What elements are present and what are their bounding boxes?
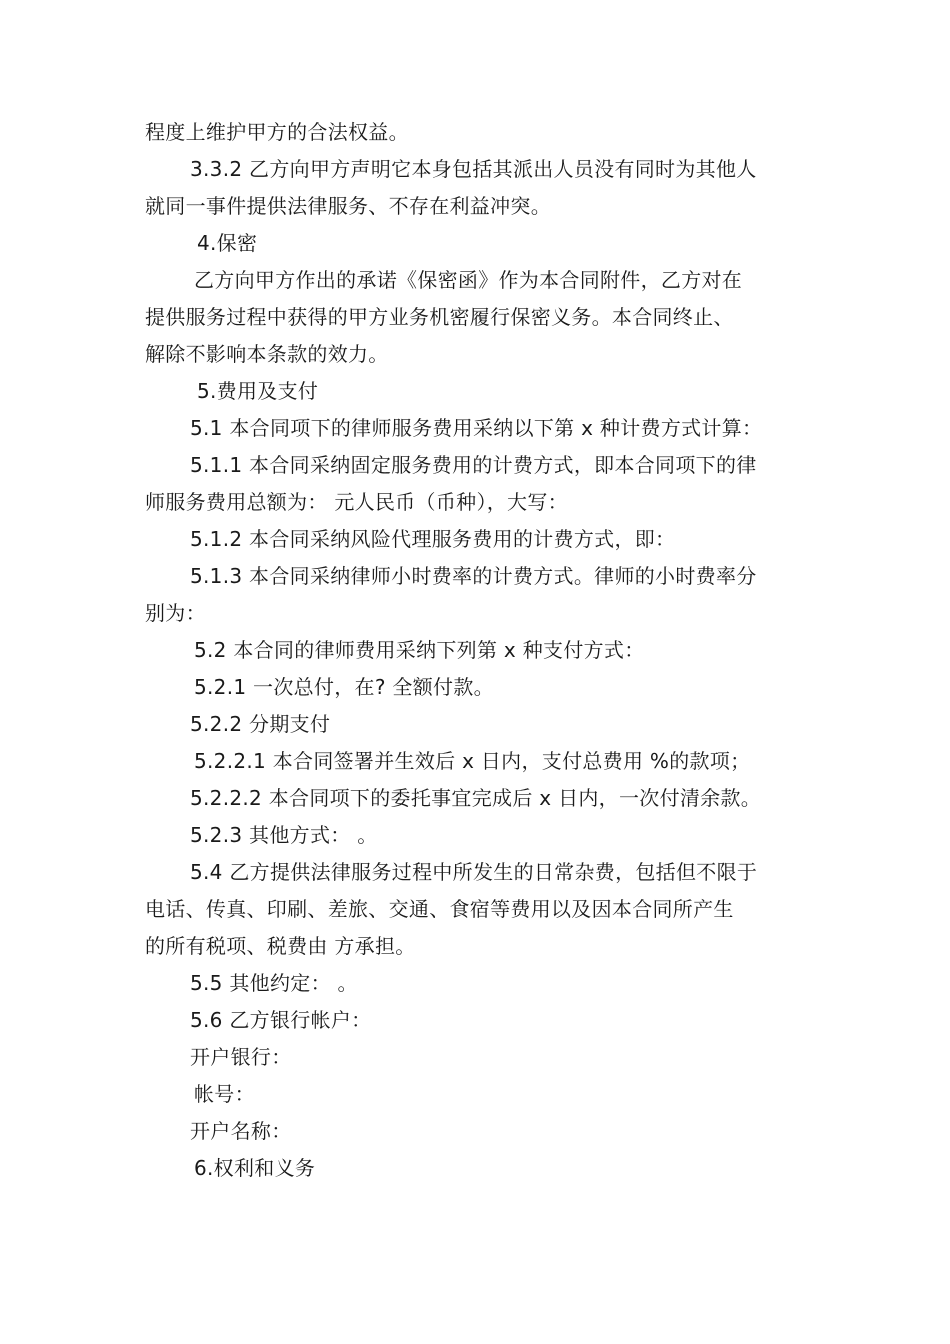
clause-5-4-line: 5.4 乙方提供法律服务过程中所发生的日常杂费，包括但不限于 — [190, 860, 758, 884]
clause-5-2-2-2-line: 5.2.2.2 本合同项下的委托事宜完成后 x 日内，一次付清余款。 — [190, 786, 762, 810]
section-heading-fees-and-payment: 5.费用及支付 — [197, 379, 319, 403]
clause-5-2-3-line: 5.2.3 其他方式： 。 — [190, 823, 378, 847]
account-holder-label: 开户名称： — [190, 1119, 292, 1143]
document-body — [145, 114, 810, 1187]
paragraph-line: 别为： — [145, 601, 206, 625]
paragraph-line: 解除不影响本条款的效力。 — [145, 342, 389, 366]
paragraph-line: 的所有税项、税费由 方承担。 — [145, 934, 416, 958]
paragraph-line: 电话、传真、印刷、差旅、交通、食宿等费用以及因本合同所产生 — [145, 897, 734, 921]
clause-5-2-2-1-line: 5.2.2.1 本合同签署并生效后 x 日内，支付总费用 %的款项； — [194, 749, 751, 773]
paragraph-line: 提供服务过程中获得的甲方业务机密履行保密义务。本合同终止、 — [145, 305, 734, 329]
clause-5-5-line: 5.5 其他约定： 。 — [190, 971, 358, 995]
clause-5-1-line: 5.1 本合同项下的律师服务费用采纳以下第 x 种计费方式计算： — [190, 416, 763, 440]
paragraph-line: 乙方向甲方作出的承诺《保密函》作为本合同附件，乙方对在 — [194, 268, 743, 292]
clause-5-2-1-line: 5.2.1 一次总付，在? 全额付款。 — [194, 675, 494, 699]
clause-5-1-3-line: 5.1.3 本合同采纳律师小时费率的计费方式。律师的小时费率分 — [190, 564, 757, 588]
account-number-label: 帐号： — [194, 1082, 255, 1106]
clause-5-1-2-line: 5.1.2 本合同采纳风险代理服务费用的计费方式，即： — [190, 527, 676, 551]
section-heading-confidentiality: 4.保密 — [197, 231, 258, 255]
section-heading-rights-obligations: 6.权利和义务 — [194, 1156, 316, 1180]
clause-5-2-2-line: 5.2.2 分期支付 — [190, 712, 331, 736]
bank-name-label: 开户银行： — [190, 1045, 292, 1069]
clause-5-6-line: 5.6 乙方银行帐户： — [190, 1008, 372, 1032]
paragraph-line: 程度上维护甲方的合法权益。 — [145, 120, 409, 144]
paragraph-line: 就同一事件提供法律服务、不存在利益冲突。 — [145, 194, 551, 218]
clause-5-1-1-line: 5.1.1 本合同采纳固定服务费用的计费方式，即本合同项下的律 — [190, 453, 757, 477]
paragraph-line: 师服务费用总额为： 元人民币（币种），大写： — [145, 490, 568, 514]
clause-5-2-line: 5.2 本合同的律师费用采纳下列第 x 种支付方式： — [194, 638, 645, 662]
clause-3-3-2-line: 3.3.2 乙方向甲方声明它本身包括其派出人员没有同时为其他人 — [190, 157, 757, 181]
